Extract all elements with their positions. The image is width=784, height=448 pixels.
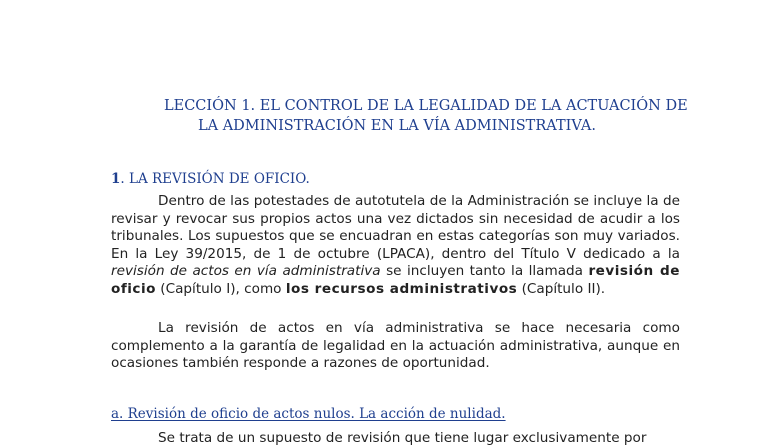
lesson-title-line-1: LECCIÓN 1. EL CONTROL DE LA LEGALIDAD DE LA ACTUACIÓN DE [164, 98, 688, 114]
subsection-heading: a. Revisión de oficio de actos nulos. La acción de nulidad. [111, 406, 506, 422]
paragraph-1-text-d: (Capítulo II). [517, 280, 606, 297]
paragraph-1-text-b: se incluyen tanto la llamada [380, 263, 589, 280]
paragraph-1-text-c: (Capítulo I), como [155, 280, 286, 297]
section-number: 1 [111, 171, 121, 187]
paragraph-3: Se trata de un supuesto de revisión que tiene lugar exclusivamente por [158, 430, 647, 446]
section-title: . LA REVISIÓN DE OFICIO. [120, 171, 310, 187]
section-heading [111, 171, 310, 187]
paragraph-2: La revisión de actos en vía administrativa se hace necesaria como complemento a la garantía de legalidad en la actuación administrativa, aunque en ocasiones también responde a razones de oportunidad. [111, 320, 680, 372]
paragraph-1-text-a: Dentro de las potestades de autotutela de la Administración se incluye la de revisar y revocar sus propios actos una vez dictados sin necesidad de acudir a los tribunales. Los supuestos que se encuadran en estas categorías son muy variados. En la Ley 39/2015, de 1 de octubre (LPACA), dentro del Título V dedicado a la [111, 193, 680, 262]
paragraph-1-bold-term-1: revisión de oficio [111, 263, 680, 297]
paragraph-1 [111, 193, 680, 299]
paragraph-1-italic-term: revisión de actos en vía administrativa [111, 263, 381, 280]
paragraph-1-bold-term-2: los recursos administrativos [285, 280, 518, 297]
lesson-title-line-2: LA ADMINISTRACIÓN EN LA VÍA ADMINISTRATIVA. [198, 118, 596, 134]
